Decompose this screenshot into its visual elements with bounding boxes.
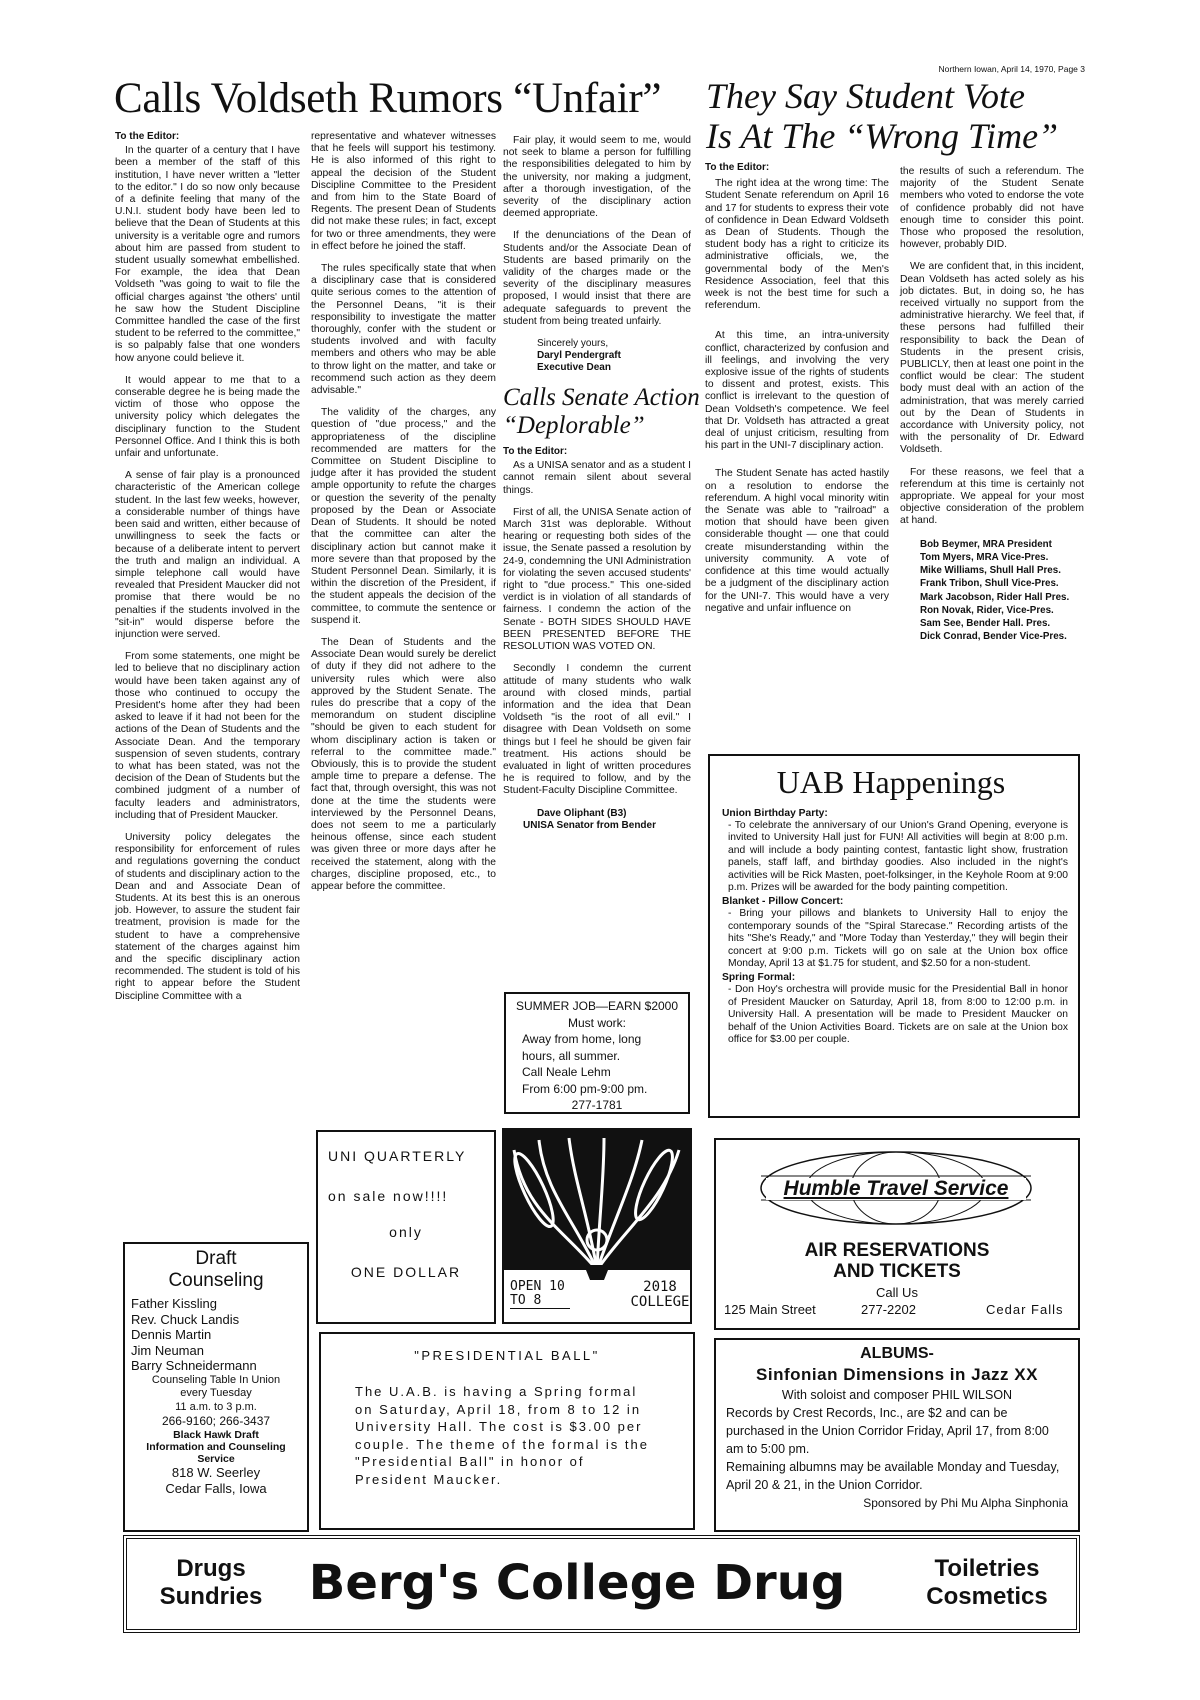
- paragraph: Fair play, it would seem to me, would not seek to blame a person for fulfilling the responsibilities delegated to him by the university, nor making a judgment, after a thorough investigation, of the severity of the disciplinary action deemed appropriate.: [503, 135, 691, 220]
- bergs-college-drug-ad: [123, 1535, 1080, 1633]
- quarterly-line: only: [389, 1224, 423, 1240]
- paragraph: From some statements, one might be led to believe that no disciplinary action would have been taken against any of those who continued to occupy the President's home after they had been asked to leave if it had not been for the actions of the Dean of Students and the Associate Dean. And the temporary suspension of seven students, contrary to what has been stated, was not the decision of the Dean of Students but the combined judgment of a number of faculty leaders and administrators, including that of President Maucker.: [115, 651, 300, 821]
- signer-title: UNISA Senator from Bender: [523, 819, 656, 831]
- paragraph: representative and whatever witnesses that he feels will support his testimony. He is also informed of this right to appeal the decision of the Student Discipline Committee to the President and from him to the State Board of Regents. The present Dean of Students did not make these rules; in fact, except for two or three amendments, they were in effect before he joined the staff.: [311, 131, 496, 252]
- counselor: Rev. Chuck Landis: [131, 1311, 240, 1327]
- uni-quarterly-ad: [316, 1130, 496, 1324]
- travel-logo-text: Humble Travel Service: [783, 1177, 1009, 1200]
- event-heading: Blanket - Pillow Concert:: [722, 896, 844, 908]
- paragraph: We are confident that, in this incident, Dean Voldseth has acted solely as his job dictates. But, in doing so, he has received virtually no support from the administrative hierarchy. We feel that, if these persons had fulfilled their responsibility to back the Dean of Students in the present crisis, PUBLICLY, then at least one point in the conflict would be clear: The student body must deal with an action of the administration, that was merely carried out by the Dean of Students in accordance with University policy, not with the personality of Dr. Edward Voldseth.: [900, 261, 1084, 456]
- paragraph: A sense of fair play is a pronounced characteristic of the American college student. In the last few weeks, however, a considerable number of things have been said and written, either because of unwillingness to seek the facts or because of a deliberate intent to pervert the truth and malign an individual. A simple telephone call would have revealed that President Maucker did not promise that there would be no penalties if the students involved in the "sit-in" would disperse before the injunction were served.: [115, 470, 300, 640]
- draft-title: Counseling: [168, 1270, 264, 1291]
- ad-line: Must work:: [567, 1015, 626, 1030]
- closing: Sincerely yours,: [537, 338, 609, 350]
- signer: Tom Myers, MRA Vice-Pres.: [920, 551, 1049, 563]
- letter3-column-1: [705, 162, 889, 625]
- draft-city: Cedar Falls, Iowa: [165, 1480, 267, 1496]
- signer: Frank Tribon, Shull Vice-Pres.: [920, 578, 1059, 590]
- event-text: - Don Hoy's orchestra will provide music for the Presidential Ball in honor of President Maucker on Saturday, April 18, from 8:00 to 12:00 p.m. in University Hall. A presentation will be made to President Maucker on behalf of the Union Activities Board. Tickets are on sale at the Union box office for $3.00 per couple.: [728, 984, 1068, 1046]
- shop-hours: OPEN 10 TO 8: [510, 1280, 570, 1309]
- paragraph: The validity of the charges, any question of "due process," and the appropriateness of the discipline recommended are matters for the Committee on Student Discipline to judge after it has provided the student ample opportunity to refute the charges or question the severity of the penalty proposed by the Dean or Associate Dean of Students. It should be noted that the committee can alter the disciplinary action but cannot make it more severe than that proposed by the Student Personnel Dean. Similarly, it is within the discretion of the President, if the student appeals the decision of the committee, to commute the sentence or suspend it.: [311, 407, 496, 626]
- paragraph: It would appear to me that to a conserable degree he is being made the victim of those who oppose the university policy which delegates the disciplinary function to the Student Personnel Office. And I think this is both unfair and unfortunate.: [115, 374, 300, 460]
- event-text: - Bring your pillows and blankets to University Hall to enjoy the contemporary sounds of the "Spiral Starecase." Recording artists of the hits "She's Ready," and "More Today than Yesterday," they will begin their concert at 9:00 p.m. Tickets will go on sale at the Union box office Monday, April 13 at $1.75 for student, and $2.50 for a non-student.: [728, 908, 1068, 970]
- signer-name: Daryl Pendergraft: [537, 350, 621, 362]
- paragraph: At this time, an intra-university conflict, characterized by confusion and ill feelings, and involving the very explosive issue of the rights of students to dissent and protest, exists. This conflict is irrelevant to the question of Dean Voldseth's competence. We feel that Dr. Voldseth has attracted a great deal of unjust criticism, resulting from his part in the UNI-7 disciplinary action.: [705, 330, 889, 452]
- paragraph: For these reasons, we feel that a referendum at this time is certainly not appropriate. We appeal for your most objective consideration of the problem at hand.: [900, 466, 1084, 527]
- paragraph: First of all, the UNISA Senate action of March 31st was deplorable. Without hearing or requesting both sides of the issue, the Senate passed a resolution by 24-9, condemning the UNI Administration for violating the seven accused students' right to "due process." This one-sided verdict is in violation of all standards of fairness. I condemn the action of the Senate - BOTH SIDES SHOULD HAVE BEEN PRESENTED BEFORE THE RESOLUTION WAS VOTED ON.: [503, 506, 691, 653]
- ad-line: Away from home, long: [522, 1032, 642, 1046]
- albums-ad: [714, 1338, 1080, 1532]
- letter3-column-2: [900, 166, 1084, 643]
- travel-city: Cedar Falls: [986, 1302, 1064, 1317]
- signers-list: [900, 538, 1084, 644]
- albums-sponsor: Sponsored by Phi Mu Alpha Sinphonia: [863, 1496, 1068, 1510]
- summer-job-ad: [504, 992, 690, 1114]
- counselor: Jim Neuman: [131, 1342, 204, 1358]
- ad-line: SUMMER JOB—EARN $2000: [515, 999, 679, 1013]
- signer-title: Executive Dean: [537, 362, 611, 374]
- salutation: To the Editor:: [705, 162, 770, 173]
- headline-line: They Say Student Vote: [706, 76, 1025, 116]
- draft-schedule: Counseling Table In Union: [151, 1373, 281, 1386]
- paragraph: The right idea at the wrong time: The Student Senate referendum on April 16 and 17 for students to express their vote of confidence in Dean Edward Voldseth as Dean of Students. Though the student body has a right to criticize its administrative officials, we, the governmental body of the Men's Residence Association, feel that this week is not the best time for such a referendum.: [705, 178, 889, 312]
- albums-text: Records by Crest Records, Inc., are $2 and can be purchased in the Union Corridor Friday, April 17, from 8:00 am to 5:00 pm.: [726, 1406, 1049, 1456]
- draft-address: 818 W. Seerley: [171, 1465, 261, 1480]
- draft-phones: 266-9160; 266-3437: [161, 1413, 271, 1428]
- bergs-right-line: Cosmetics: [926, 1583, 1048, 1610]
- travel-phone: 277-2202: [861, 1302, 916, 1317]
- ad-line: From 6:00 pm-9:00 pm.: [522, 1081, 648, 1096]
- counselor: Barry Schneidermann: [131, 1358, 257, 1373]
- bergs-left-line: Drugs: [176, 1555, 246, 1582]
- albums-text: Remaining albumns may be available Monday and Tuesday, April 20 & 21, in the Union Corridor.: [726, 1460, 1060, 1492]
- event-heading: Spring Formal:: [722, 972, 796, 984]
- paragraph: University policy delegates the responsibility for enforcement of rules and regulations governing the conduct of students and disciplinary action to the Dean and and Associate Dean of Students. At its best this is an onerous job. However, to assure the student fair treatment, provision is made for the student to have a comprehensive statement of the charges against him and the specific disciplinary action recommended. The student is told of his right to appear before the Student Discipline Committee with a: [115, 831, 300, 1002]
- uab-happenings-box: [708, 754, 1080, 1118]
- paragraph: In the quarter of a century that I have been a member of the staff of this institution, I have never written a "letter to the editor." I do so now only because of a definite feeling that many of the U.N.I. student body have been led to believe that the Dean of Students at this university is a veritable ogre and rumors about him are passed from student to student usually somewhat embellished. For example, the idea that Dean Voldseth "was going to wait to file the official charges against 'the others' until he saw how the Student Discipline Committee handled the case of the first student to be referred to the committee," is so palpably false that one wonders how anyone could believe it.: [115, 145, 300, 364]
- letter1-column-1: [115, 131, 300, 1013]
- signer: Mike Williams, Shull Hall Pres.: [920, 565, 1061, 577]
- psychedelic-logo-icon: [504, 1130, 690, 1280]
- albums-title: ALBUMS-: [860, 1345, 934, 1362]
- paragraph: Secondly I condemn the current attitude of many students who walk around with closed minds, partial information and the idea that Dean Voldseth "is the root of all evil." I disagree with Dean Voldseth on some things but I feel he should be given fair treatment. His actions should be evaluated in light of written procedures he is required to follow, and by the Student-Faculty Discipline Committee.: [503, 663, 691, 797]
- paragraph: As a UNISA senator and as a student I cannot remain silent about several things.: [503, 460, 691, 496]
- signer: Bob Beymer, MRA President: [920, 538, 1052, 550]
- presidential-ball-ad: [319, 1332, 695, 1530]
- ad-line: hours, all summer.: [522, 1048, 621, 1063]
- uab-title: UAB Happenings: [776, 764, 1006, 800]
- quarterly-line: on sale now!!!!: [328, 1188, 449, 1204]
- paragraph: If the denunciations of the Dean of Students and/or the Associate Dean of Students are based primarily on the validity of the charges made or the severity of the disciplinary measures proposed, I would insist that there are adequate safeguards to prevent the student from being treated unfairly.: [503, 230, 691, 327]
- page-folio: Northern Iowan, April 14, 1970, Page 3: [938, 64, 1085, 74]
- bergs-name: Berg's College Drug: [308, 1555, 846, 1611]
- draft-org: Black Hawk Draft Information and Counseling Service: [146, 1429, 286, 1465]
- draft-title: Draft: [195, 1248, 237, 1269]
- albums-soloist: With soloist and composer PHIL WILSON: [781, 1388, 1013, 1402]
- paragraph: The Dean of Students and the Associate Dean would surely be derelict of duty if they did not adhere to the university rules which were also approved by the Student Senate. The rules do prescribe that a copy of the memorandum on student discipline "should be given to each student for whom disciplinary action is taken or referral to the committee made." Obviously, this is to provide the student ample time to prepare a defense. The fact that, through oversight, this was not done at the time the students were interviewed by the Personnel Deans, does not seem to me a particularly heinous offense, since each student was given three or more days after he received the statement, along with the charges, discipline proposed, etc., to appear before the committee.: [311, 636, 496, 892]
- signer: Mark Jacobson, Rider Hall Pres.: [920, 591, 1070, 603]
- draft-schedule: every Tuesday: [180, 1386, 252, 1399]
- headline-line: Is At The “Wrong Time”: [706, 116, 1059, 156]
- headline-senate-deplorable: Calls Senate Action “Deplorable”: [503, 384, 700, 440]
- ad-phone: 277-1781: [571, 1098, 623, 1112]
- event-heading: Union Birthday Party:: [722, 808, 828, 819]
- headline-student-vote: [706, 76, 1058, 156]
- headline-voldseth-rumors: Calls Voldseth Rumors “Unfair”: [114, 75, 662, 122]
- event-text: - To celebrate the anniversary of our Union's Grand Opening, everyone is invited to University Hall just for FUN! All activities will begin at 8:00 p.m. and will include a body painting contest, fantastic light show, frustration panels, staff laff, and birthday goodies. Also included in the night's activities will be Rick Masten, poet-folksinger, in the Keyhole Room at 9:00 p.m. Prizes will be awarded for the body painting competition.: [728, 820, 1068, 894]
- draft-hours: 11 a.m. to 3 p.m.: [175, 1400, 257, 1413]
- salutation: To the Editor:: [503, 446, 568, 458]
- albums-subtitle: Sinfonian Dimensions in Jazz XX: [756, 1365, 1038, 1384]
- quarterly-price: ONE DOLLAR: [350, 1264, 462, 1280]
- humble-travel-ad: [714, 1138, 1080, 1330]
- signer: Ron Novak, Rider, Vice-Pres.: [920, 604, 1054, 616]
- salutation: To the Editor:: [115, 131, 180, 142]
- bergs-left-line: Sundries: [159, 1583, 263, 1610]
- shop-address: 2018 COLLEGE: [630, 1279, 690, 1310]
- counselor: Father Kissling: [131, 1296, 217, 1311]
- paragraph: The Student Senate has acted hastily on a resolution to endorse the referendum. A highl vocal minority witin the Senate was able to "railroad" a motion that should have been given considerable thought — one that could create misunderstanding within the university community. A vote of confidence at this time would actually be a judgment of the disciplinary action for the UNI-7. This would have a very negative and unfair influence on: [705, 468, 889, 614]
- bergs-right-line: Toiletries: [934, 1555, 1040, 1582]
- ball-title: "PRESIDENTIAL BALL": [414, 1348, 600, 1363]
- draft-counseling-ad: [123, 1242, 309, 1532]
- bergs-left-text: [141, 1555, 281, 1611]
- ball-text: The U.A.B. is having a Spring formal on Saturday, April 18, from 8 to 12 in University Hall. The cost is $3.00 per couple. The theme of the formal is the "Presidential Ball" in honor of President Maucker.: [355, 1384, 649, 1487]
- travel-headline: [716, 1240, 1078, 1282]
- ad-line: Call Neale Lehm: [522, 1065, 611, 1079]
- travel-line: AIR RESERVATIONS: [804, 1240, 990, 1261]
- paragraph: The rules specifically state that when a disciplinary case that is considered quite serious comes to the attention of the Personnel Deans, "it is their responsibility to investigate the matter thoroughly, confer with the student or students involved and with faculty members and others who may be able to throw light on the matter, and take or recommend such action as they deem advisable.": [311, 263, 496, 397]
- signer-name: Dave Oliphant (B3): [537, 807, 627, 819]
- quarterly-title: UNI QUARTERLY: [328, 1148, 467, 1164]
- paragraph: the results of such a referendum. The majority of the Student Senate members who voted to endorse the vote of confidence probably did not have enough time to consider this point. Those who proposed the resolution, however, probably DID.: [900, 166, 1084, 251]
- counselor: Dennis Martin: [131, 1327, 212, 1342]
- travel-address: 125 Main Street: [724, 1302, 816, 1317]
- psychedelic-shop-ad: [502, 1128, 692, 1324]
- bergs-right-text: [907, 1555, 1067, 1611]
- letter1-column-3: [503, 135, 700, 832]
- travel-call: Call Us: [876, 1285, 918, 1300]
- signer: Dick Conrad, Bender Vice-Pres.: [920, 631, 1067, 643]
- travel-line: AND TICKETS: [833, 1261, 961, 1282]
- signer: Sam See, Bender Hall. Pres.: [920, 617, 1051, 629]
- letter1-column-2: [311, 131, 496, 903]
